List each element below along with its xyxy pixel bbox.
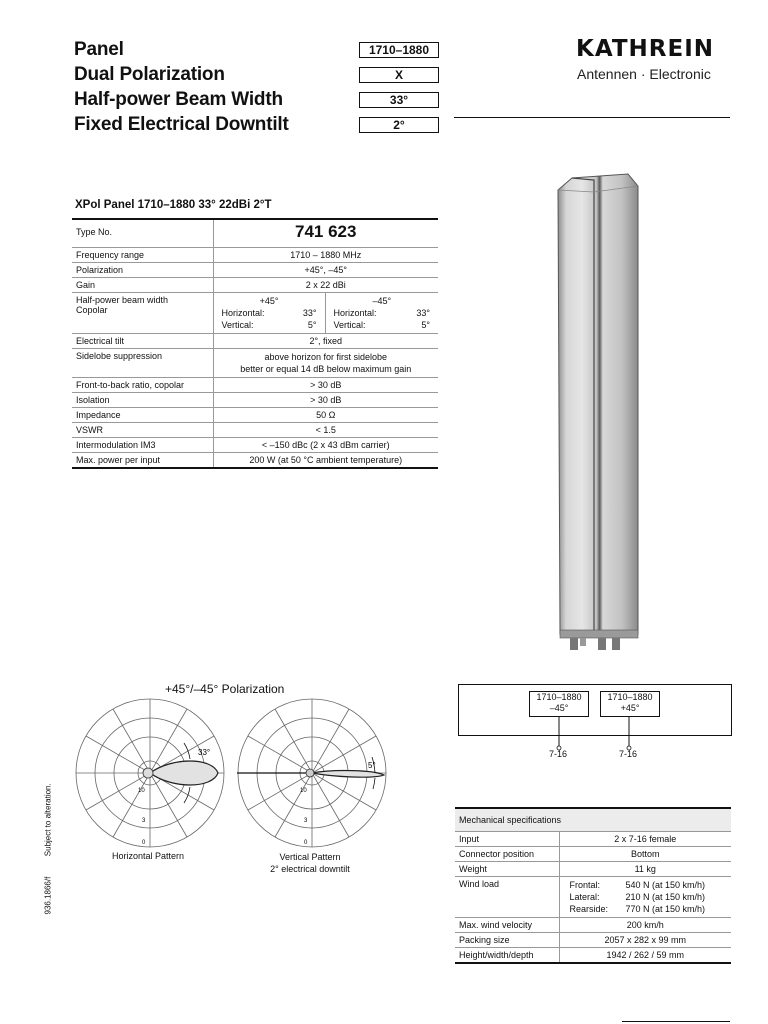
v-value: 5° [421,320,430,330]
row-label: Front-to-back ratio, copolar [72,378,213,393]
header-value-downtilt: 2° [359,117,439,133]
connector-lines [550,717,640,751]
h-value: 33° [416,308,430,318]
spec-table [72,218,438,469]
row-label: Input [455,832,559,847]
scale-label-0: 0 [304,840,308,846]
vertical-caption-line-2: 2° electrical downtilt [270,864,350,874]
table-row [455,948,731,964]
sidelobe-line-1: above horizon for first sidelobe [264,352,388,362]
table-row [72,248,438,263]
row-value: > 30 dB [213,378,438,393]
wind-value: 210 N (at 150 km/h) [625,892,706,902]
scale-label-0: 0 [142,840,146,846]
wind-value: 540 N (at 150 km/h) [625,880,706,890]
row-value: 2°, fixed [213,334,438,349]
vertical-pattern-diagram [234,695,394,855]
row-value: 50 Ω [213,408,438,423]
pattern-title: +45°/–45° Polarization [165,682,285,696]
table-row-beamwidth [72,293,438,334]
row-label: Electrical tilt [72,334,213,349]
beam-right-h [330,307,435,319]
beam-left-h [218,307,321,319]
beam-right [325,293,438,334]
table-row [72,393,438,408]
right-pol: +45° [620,703,640,713]
wind-values [559,877,731,918]
header-value-polarization: X [359,67,439,83]
spec-title: XPol Panel 1710–1880 33° 22dBi 2°T [75,199,272,211]
table-row [455,862,731,877]
v-value: 5° [307,320,317,330]
header-title-panel: Panel [74,39,124,60]
beam-label: Half-power beam width [76,295,169,305]
row-label: VSWR [72,423,213,438]
wind-key: Rearside: [569,904,609,914]
table-row-sidelobe [72,349,438,378]
row-label: Packing size [455,933,559,948]
connector-left-box [529,691,589,717]
right-freq: 1710–1880 [607,692,653,702]
table-row [72,408,438,423]
table-row [72,423,438,438]
row-value: +45°, –45° [213,263,438,278]
document-code: 936.1866/f [43,876,53,915]
connector-right-box [600,691,660,717]
row-value: 1710 – 1880 MHz [213,248,438,263]
row-label: Frequency range [72,248,213,263]
row-value: > 30 dB [213,393,438,408]
mech-table [455,807,731,964]
v-label: Vertical: [333,320,366,330]
table-row [72,334,438,349]
scale-label-3: 3 [304,818,308,824]
table-row [72,438,438,453]
h-label: Horizontal: [333,308,377,318]
side-note [44,775,53,915]
horizontal-pattern-caption: Horizontal Pattern [111,851,185,861]
horizontal-pattern-diagram [72,695,232,855]
type-label: Type No. [72,219,213,248]
row-label: Wind load [455,877,559,918]
left-freq: 1710–1880 [536,692,582,702]
table-row [72,263,438,278]
row-label: Weight [455,862,559,877]
header-title-downtilt: Fixed Electrical Downtilt [74,114,289,135]
beam-right-head: –45° [372,296,392,306]
row-label: Gain [72,278,213,293]
row-value: 200 km/h [559,918,731,933]
mech-title: Mechanical specifications [455,808,731,832]
row-label: Sidelobe suppression [72,349,213,378]
table-row [455,808,731,832]
beam-right-v [330,319,435,331]
row-label [72,293,213,334]
table-row [455,847,731,862]
header-value-frequency: 1710–1880 [359,42,439,58]
row-value [213,349,438,378]
row-label: Max. wind velocity [455,918,559,933]
v-label: Vertical: [221,320,254,330]
wind-key: Frontal: [569,880,601,890]
row-label: Polarization [72,263,213,278]
scale-label-10: 10 [300,788,307,794]
table-row [72,453,438,469]
beam-left-v [218,319,321,331]
table-row-wind [455,877,731,918]
row-label: Impedance [72,408,213,423]
wind-line [570,903,728,915]
table-row [455,832,731,847]
row-label: Intermodulation IM3 [72,438,213,453]
row-value: 2 x 7-16 female [559,832,731,847]
row-value: Bottom [559,847,731,862]
table-row [72,219,438,248]
table-row [72,278,438,293]
alteration-note: Subject to alteration. [43,783,53,857]
vertical-caption-line-1: Vertical Pattern [279,852,341,862]
brand-subtitle: Antennen · Electronic [577,66,711,82]
table-row [72,378,438,393]
h-angle-label: 33° [198,748,211,757]
header-title-polarization: Dual Polarization [74,64,225,85]
v-angle-label: 5° [368,761,376,770]
row-label: Height/width/depth [455,948,559,964]
scale-label-3: 3 [142,818,146,824]
beam-label-copolar: Copolar [76,305,108,315]
beam-left-head: +45° [259,296,279,306]
footer-rule [622,1021,730,1022]
header-title-beamwidth: Half-power Beam Width [74,89,283,110]
header-value-beamwidth: 33° [359,92,439,108]
header-titles [74,37,289,137]
scale-label-10: 10 [138,788,145,794]
right-port-label: 7-16 [619,749,638,759]
brand-logo: KATHREIN [576,36,715,62]
row-value: 2 x 22 dBi [213,278,438,293]
row-label: Connector position [455,847,559,862]
header-rule [454,117,730,118]
row-value: < 1.5 [213,423,438,438]
h-value: 33° [302,308,317,318]
wind-line [570,891,728,903]
row-value: 2057 x 282 x 99 mm [559,933,731,948]
row-label: Isolation [72,393,213,408]
left-pol: –45° [549,703,569,713]
type-value: 741 623 [213,219,438,248]
wind-key: Lateral: [569,892,600,902]
row-value: 200 W (at 50 °C ambient temperature) [213,453,438,469]
left-port-label: 7-16 [549,749,568,759]
h-label: Horizontal: [221,308,265,318]
wind-value: 770 N (at 150 km/h) [625,904,706,914]
vertical-pattern-caption [240,851,380,875]
sidelobe-line-2: better or equal 14 dB below maximum gain [240,364,412,374]
beam-left [213,293,325,334]
row-value: < –150 dBc (2 x 43 dBm carrier) [213,438,438,453]
table-row [455,933,731,948]
row-label: Max. power per input [72,453,213,469]
row-value: 11 kg [559,862,731,877]
table-row [455,918,731,933]
row-value: 1942 / 262 / 59 mm [559,948,731,964]
antenna-photo [540,168,650,658]
wind-line [570,879,728,891]
